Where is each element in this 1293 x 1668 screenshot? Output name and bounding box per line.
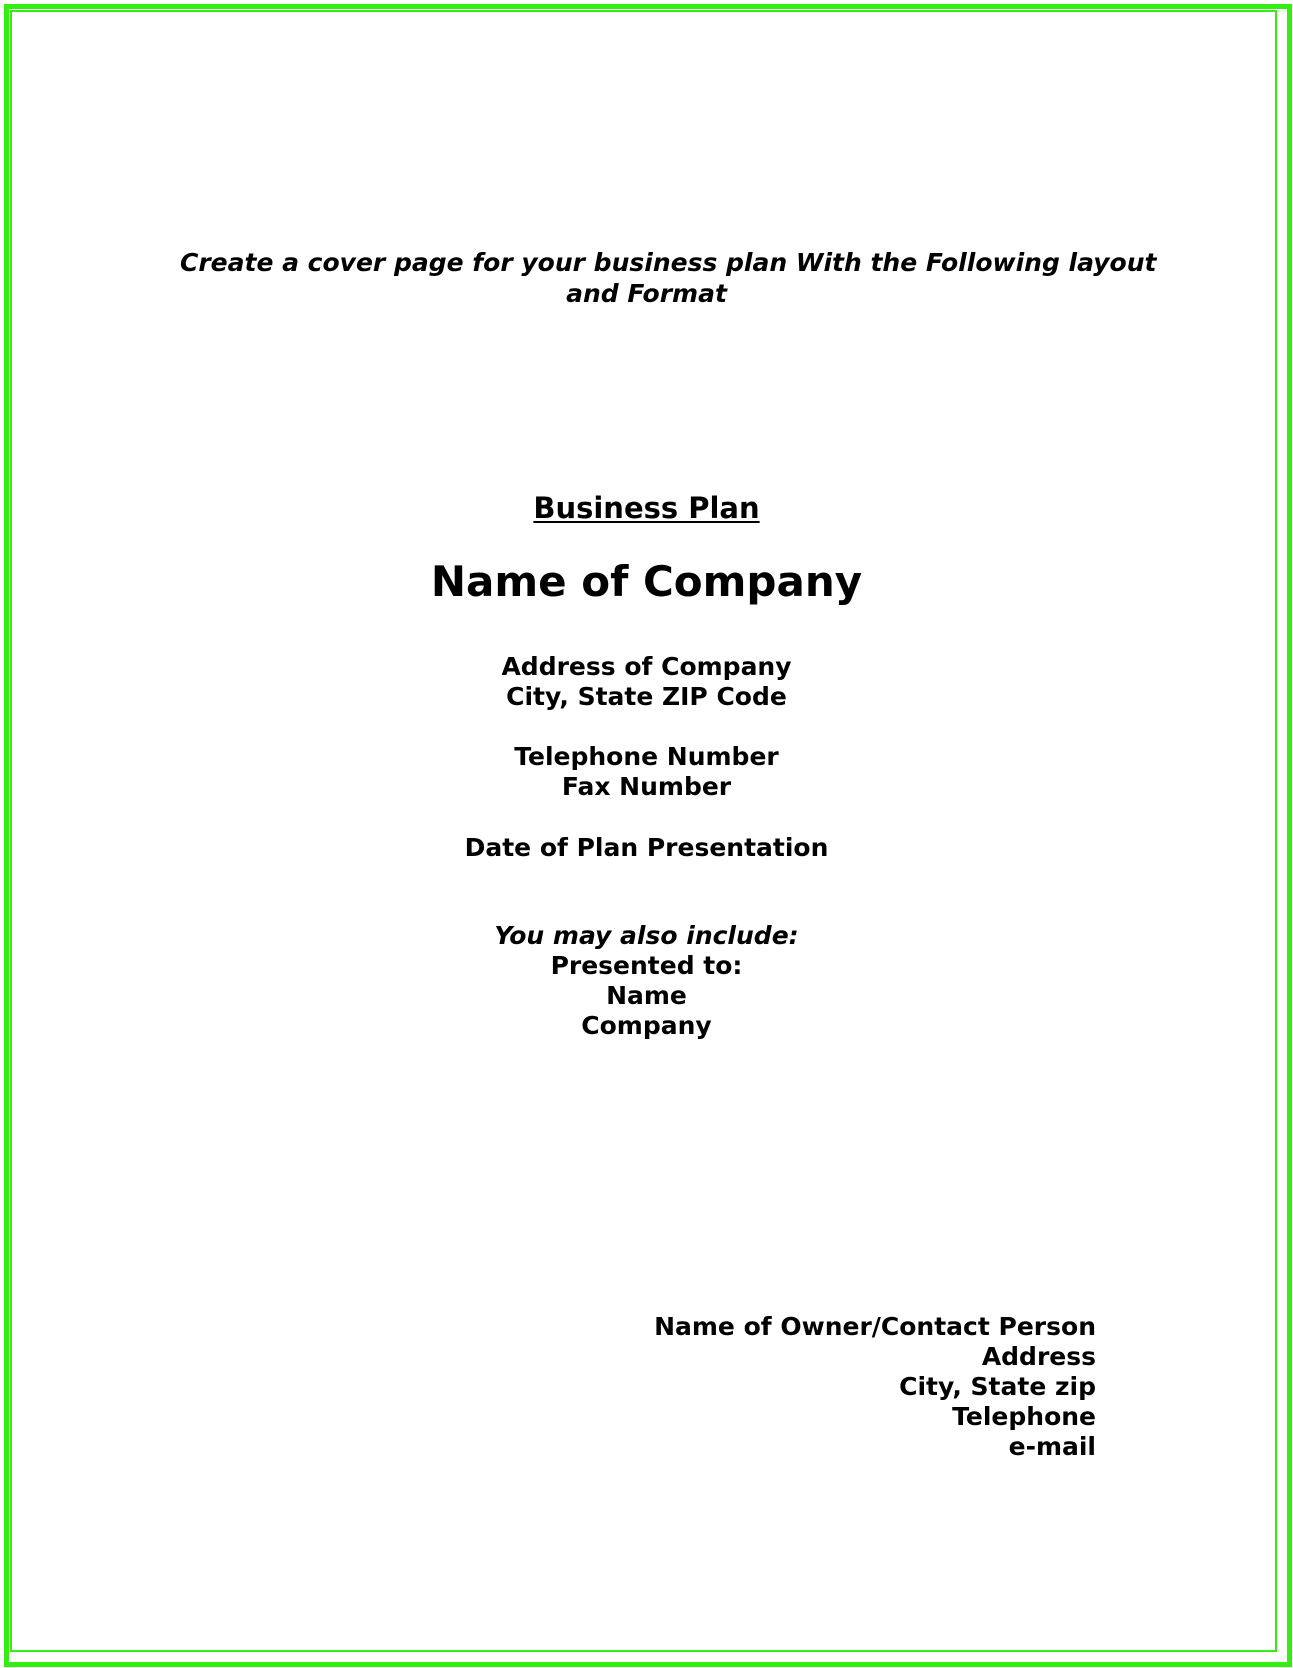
contact-telephone: Telephone xyxy=(952,1402,1096,1431)
company-telephone: Telephone Number xyxy=(514,742,779,771)
contact-address: Address xyxy=(981,1342,1096,1371)
intro-line-1: Create a cover page for your business plan With the Following layout xyxy=(180,248,1157,277)
owner-contact-block xyxy=(600,1312,1096,1462)
optional-include-label: You may also include: xyxy=(494,921,799,950)
company-phone-block xyxy=(0,742,1293,802)
intro-instructions xyxy=(180,247,1157,309)
contact-owner-name: Name of Owner/Contact Person xyxy=(654,1312,1096,1341)
contact-city-state-zip: City, State zip xyxy=(899,1372,1096,1401)
plan-date-text: Date of Plan Presentation xyxy=(464,833,829,862)
company-name-title: Name of Company xyxy=(430,557,863,606)
company-address: Address of Company xyxy=(501,652,792,681)
presented-to-label: Presented to: xyxy=(550,951,743,980)
optional-include-block xyxy=(0,921,1293,1041)
business-plan-heading: Business Plan xyxy=(533,491,760,525)
contact-email: e-mail xyxy=(1008,1432,1096,1461)
company-fax: Fax Number xyxy=(561,772,732,801)
company-city-state-zip: City, State ZIP Code xyxy=(506,682,787,711)
company-address-block xyxy=(0,652,1293,712)
intro-line-2: and Format xyxy=(566,279,727,308)
presented-to-name: Name xyxy=(606,981,687,1010)
presented-to-company: Company xyxy=(581,1011,712,1040)
plan-date xyxy=(0,833,1293,863)
